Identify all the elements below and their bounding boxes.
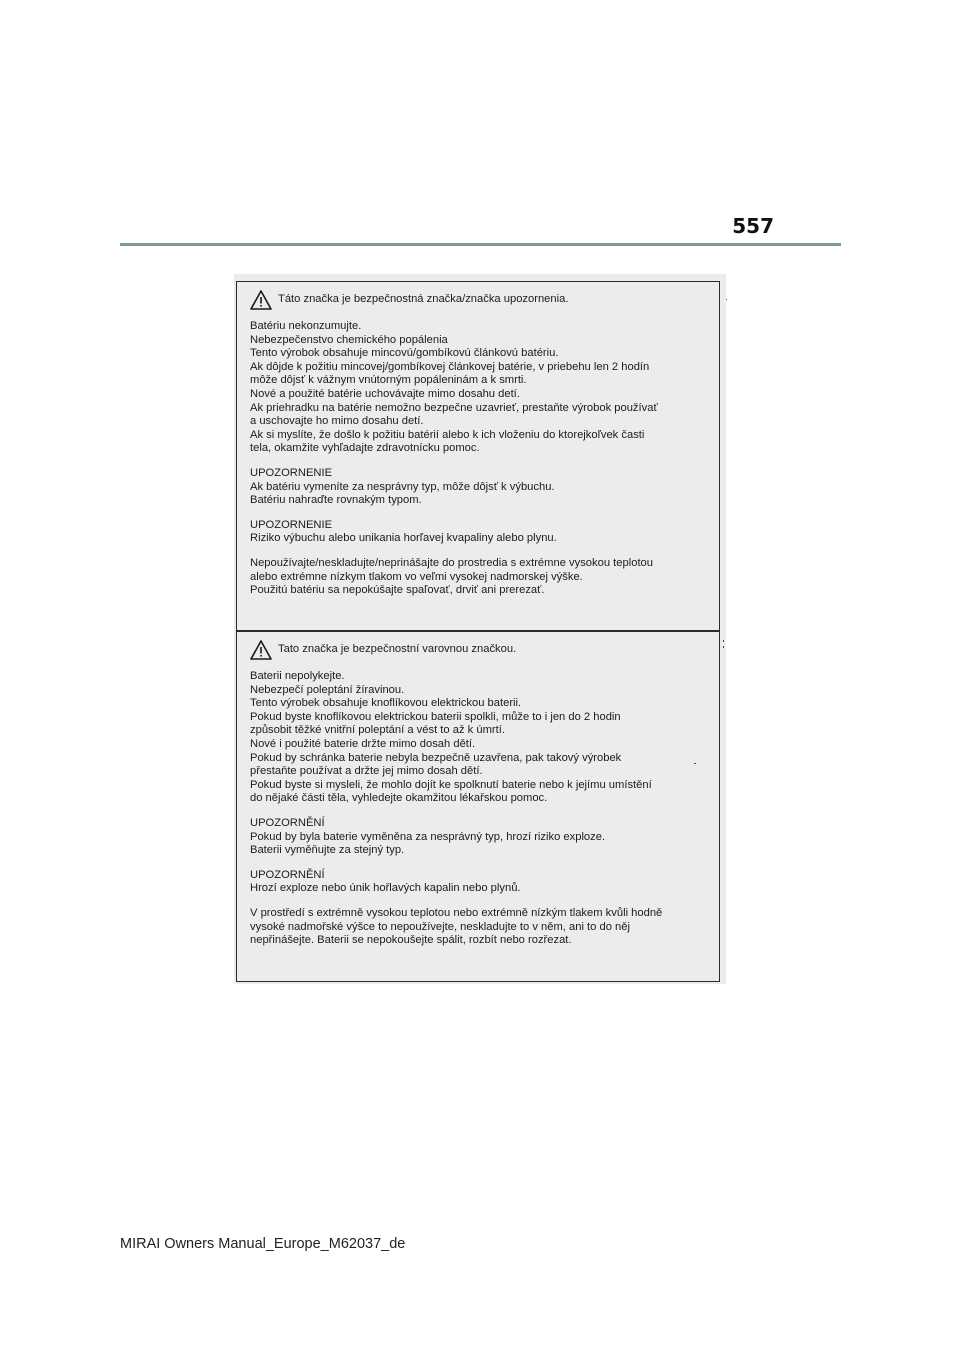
text-line: UPOZORNENIE <box>250 466 333 479</box>
text-line: Baterii nepolykejte. <box>250 670 345 682</box>
text-line: UPOZORNĚNÍ <box>250 868 325 881</box>
text-line: Tento výrobok obsahuje mincovú/gombíkovú článkovú batériu. <box>250 347 559 360</box>
warning-triangle-icon <box>250 640 272 660</box>
text-line: alebo extrémne nízkym tlakom vo veľmi vysokej nadmorskej výške. <box>250 570 583 583</box>
text-line: Ak priehradku na batérie nemožno bezpečne uzavrieť, prestaňte výrobok používať <box>250 401 658 414</box>
paragraph-ingestion-czech <box>250 670 709 806</box>
text-line: UPOZORNENIE <box>250 518 333 531</box>
text-line: Hrozí exploze nebo únik hořlavých kapalin nebo plynů. <box>250 882 521 895</box>
page-number: 557 <box>732 214 774 238</box>
paragraph-caution-replacement-czech <box>250 817 709 858</box>
text-line: Tento výrobek obsahuje knoflíkovou elektrickou baterii. <box>250 697 522 710</box>
text-line: vysoké nadmořské výšce to nepoužívejte, neskladujte to v něm, ani to do něj <box>250 920 630 933</box>
warning-panel-slovak <box>236 281 720 631</box>
header-divider <box>120 243 841 246</box>
warning-heading-slovak <box>250 290 709 310</box>
text-line: Pokud by schránka baterie nebyla bezpečně uzavřena, pak takový výrobek <box>250 751 622 764</box>
text-line: Použitú batériu sa nepokúšajte spaľovať, drviť ani prerezať. <box>250 584 545 597</box>
text-line: Nebezpečenstvo chemického popálenia <box>250 333 448 346</box>
text-line: UPOZORNĚNÍ <box>250 816 325 829</box>
text-line: Pokud by byla baterie vyměněna za nesprávný typ, hrozí riziko exploze. <box>250 830 606 843</box>
text-line: Nepoužívajte/neskladujte/neprinášajte do prostredia s extrémne vysokou teplotou <box>250 556 653 569</box>
warning-title-czech: Tato značka je bezpečnostní varovnou značkou. <box>278 643 517 656</box>
text-line: Ak batériu vymeníte za nesprávny typ, môže dôjsť k výbuchu. <box>250 480 555 493</box>
paragraph-caution-explosion-czech <box>250 869 709 896</box>
text-line: Batériu nahraďte rovnakým typom. <box>250 494 422 507</box>
text-line: nepřinášejte. Baterii se nepokoušejte spálit, rozbít nebo rozřezat. <box>250 934 572 947</box>
text-line: V prostředí s extrémně vysokou teplotou nebo extrémně nízkým tlakem kvůli hodně <box>250 906 663 919</box>
text-line: Ak dôjde k požitiu mincovej/gombíkovej článkovej batérie, v priebehu len 2 hodín <box>250 360 650 373</box>
text-line: Batériu nekonzumujte. <box>250 320 362 332</box>
text-line: Riziko výbuchu alebo unikania horľavej kvapaliny alebo plynu. <box>250 532 557 545</box>
text-line: přestaňte používat a držte jej mimo dosah dětí. <box>250 765 483 778</box>
paragraph-environment-czech <box>250 907 709 948</box>
text-line: a uschovajte ho mimo dosahu detí. <box>250 415 424 428</box>
text-line: do nějaké části těla, vyhledejte okamžitou lékařskou pomoc. <box>250 792 548 805</box>
footer-manual-id: MIRAI Owners Manual_Europe_M62037_de <box>120 1236 406 1252</box>
text-line: Nové i použité baterie držte mimo dosah dětí. <box>250 737 476 750</box>
text-line: Nové a použité batérie uchovávajte mimo dosahu detí. <box>250 387 520 400</box>
paragraph-caution-explosion-slovak <box>250 519 709 546</box>
warning-title-slovak: Táto značka je bezpečnostná značka/značka upozornenia. <box>278 293 569 306</box>
text-line: Pokud byste si mysleli, že mohlo dojít ke spolknutí baterie nebo k jejímu umístění <box>250 778 652 791</box>
text-line: tela, okamžite vyhľadajte zdravotnícku pomoc. <box>250 442 480 455</box>
text-line: Ak si myslíte, že došlo k požitiu batérií alebo k ich vloženiu do ktorejkoľvek časti <box>250 428 645 441</box>
warning-panel-czech <box>236 631 720 982</box>
warning-heading-czech <box>250 640 709 660</box>
paragraph-environment-slovak <box>250 557 709 598</box>
text-line: Baterii vyměňujte za stejný typ. <box>250 844 405 857</box>
paragraph-ingestion-slovak <box>250 320 709 456</box>
warning-triangle-icon <box>250 290 272 310</box>
paragraph-caution-replacement-slovak <box>250 467 709 508</box>
text-line: môže dôjsť k vážnym vnútorným popáleninám a k smrti. <box>250 374 527 387</box>
text-line: Pokud byste knoflíkovou elektrickou baterii spolkli, může to i jen do 2 hodin <box>250 710 621 723</box>
text-line: způsobit těžké vnitřní poleptání a vést to až k úmrtí. <box>250 724 505 737</box>
text-line: Nebezpečí poleptání žíravinou. <box>250 683 405 696</box>
